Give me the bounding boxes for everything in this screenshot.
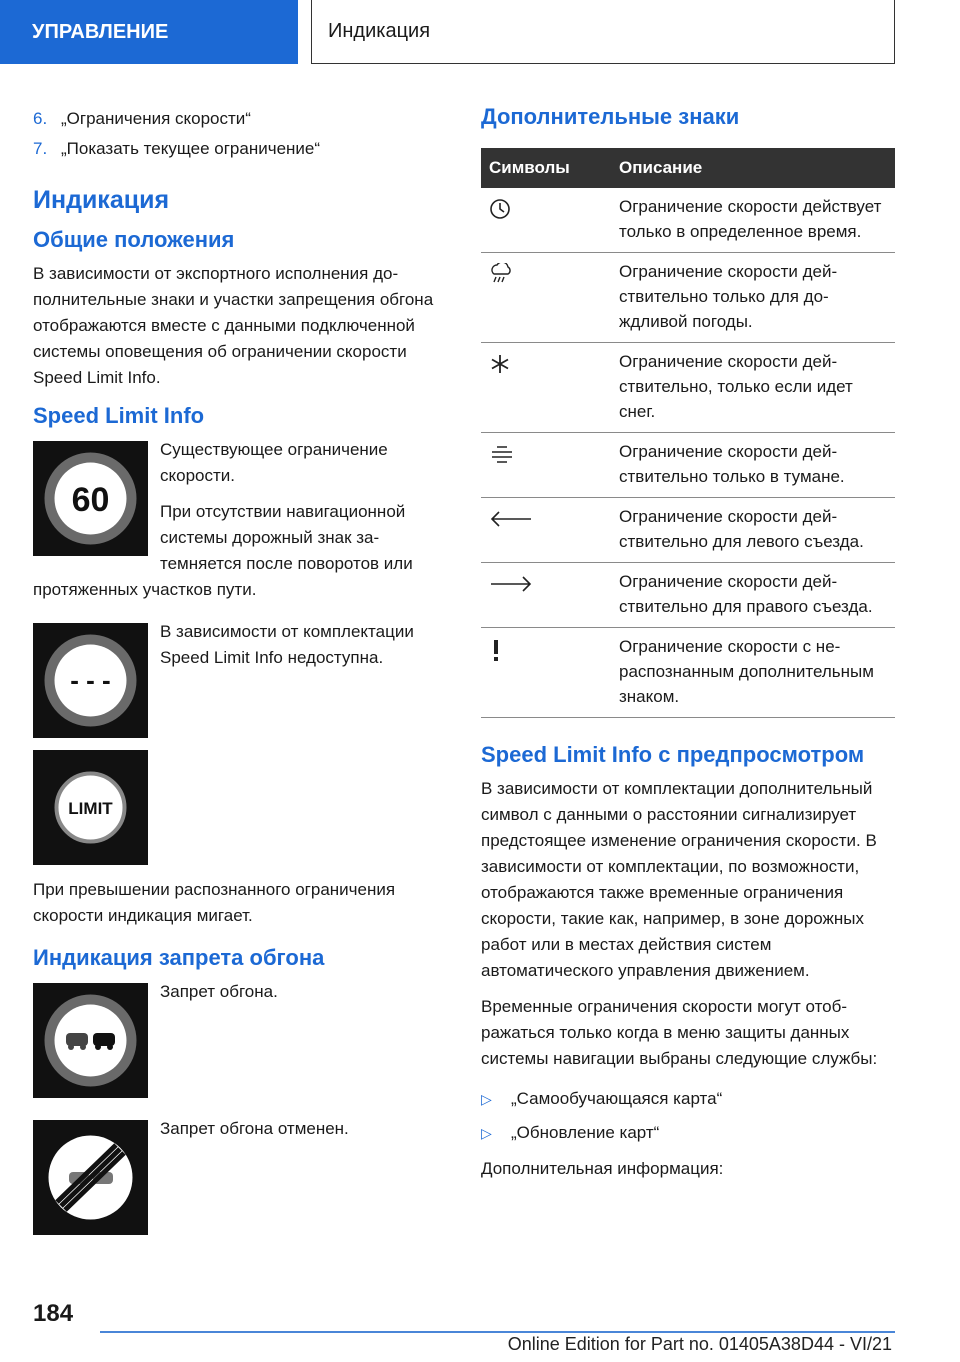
- clock-icon: [489, 198, 511, 220]
- bullet-triangle-icon: ▷: [481, 1090, 492, 1107]
- end-no-overtaking-sign-image: [33, 1120, 148, 1235]
- table-header-symbols: Символы: [481, 148, 611, 188]
- heading-speed-limit-info: Speed Limit Info: [33, 403, 205, 428]
- speed-unknown-sign-image: [33, 623, 148, 738]
- heading-extra-signs: Дополнительные знаки: [481, 104, 740, 129]
- snowflake-icon: [489, 353, 511, 375]
- table-header-description: Описание: [611, 148, 895, 188]
- no-overtaking-sign-image: [33, 983, 148, 1098]
- table-row: Ограничение скорости с нераспознанным дополнительным знаком.: [481, 628, 895, 718]
- right-column: [481, 104, 895, 1192]
- heading-overtaking: Индикация запрета обгона: [33, 945, 325, 970]
- left-column: [33, 104, 445, 1243]
- list-item: 6. „Ограничения скорости“: [33, 109, 251, 128]
- heading-indication: Индикация: [33, 186, 170, 214]
- paragraph-sli-3: В зависимости от комплектации Speed Limit Info недоступна.: [160, 622, 414, 667]
- table-row: Ограничение скорости действует только в определенное время.: [481, 188, 895, 253]
- page-number: 184: [33, 1300, 74, 1327]
- table-row: Ограничение скорости действительно только в тумане.: [481, 433, 895, 498]
- heading-preview: Speed Limit Info с предпросмотром: [481, 742, 865, 767]
- extra-signs-table: [481, 148, 895, 718]
- paragraph-overtake-2: Запрет обгона отменен.: [160, 1119, 349, 1138]
- table-row: Ограничение скорости действительно для левого съезда.: [481, 498, 895, 563]
- table-row: Ограничение скорости действительно для правого съезда.: [481, 563, 895, 628]
- sign-limit-label: LIMIT: [68, 799, 113, 818]
- list-item: 7. „Показать текущее ограничение“: [33, 139, 321, 158]
- bullet-triangle-icon: ▷: [481, 1124, 492, 1141]
- paragraph-overtake-1: Запрет обгона.: [160, 982, 278, 1001]
- sign-60-label: 60: [71, 481, 110, 519]
- paragraph-preview-2: Временные ограничения скорости могут отображаться только когда в меню защиты данных системы навигации выбраны следующие службы:: [481, 997, 878, 1068]
- heading-general: Общие положения: [33, 227, 235, 252]
- numbered-list: [33, 104, 445, 164]
- list-item: ▷ „Обновление карт“: [481, 1123, 660, 1142]
- speed-60-sign-image: [33, 441, 148, 556]
- section-tab[interactable]: УПРАВЛЕНИЕ: [0, 0, 298, 64]
- arrow-right-icon: [489, 573, 533, 595]
- paragraph-sli-1: Существующее ограничение скорости.: [160, 440, 388, 485]
- paragraph-preview-3: Дополнительная информация:: [481, 1159, 724, 1178]
- arrow-left-icon: [489, 508, 533, 530]
- sign-dash-label: - - -: [70, 665, 111, 695]
- paragraph-general: В зависимости от экспортного исполнения дополнительные знаки и участки запрещения обгона отображаются вместе с данными подключенной системы оповещения об ограничении скорости Speed Limit Info.: [33, 264, 434, 387]
- page-section-title: Индикация: [311, 0, 895, 64]
- footer-divider: [100, 1331, 895, 1333]
- list-item: ▷ „Самообучающаяся карта“: [481, 1089, 723, 1108]
- rain-icon: [489, 263, 513, 285]
- table-row: Ограничение скорости действительно только для дождливой погоды.: [481, 253, 895, 343]
- limit-sign-image: [33, 750, 148, 865]
- paragraph-sli-4: При превышении распознанного ограничения скорости индикация мигает.: [33, 880, 396, 925]
- paragraph-preview-1: В зависимости от комплектации дополнительный символ с данными о расстоянии сигнализирует предстоящее изменение ограничения скорости. В зависимости от комплектации, по возможности, отображаются также временные ограничения скорости, такие как, например, в зоне дорожных работ или в местах действия систем автоматического управления движением.: [481, 779, 877, 980]
- paragraph-sli-2: При отсутствии навигационной системы дорожный знак затемняется после поворотов или протяженных участков пути.: [33, 502, 413, 599]
- edition-text: Online Edition for Part no. 01405A38D44 - VI/21: [507, 1334, 892, 1354]
- table-row: Ограничение скорости действительно, только если идет снег.: [481, 343, 895, 433]
- fog-icon: [489, 443, 515, 465]
- exclamation-icon: [489, 638, 503, 662]
- services-list: [481, 1082, 895, 1150]
